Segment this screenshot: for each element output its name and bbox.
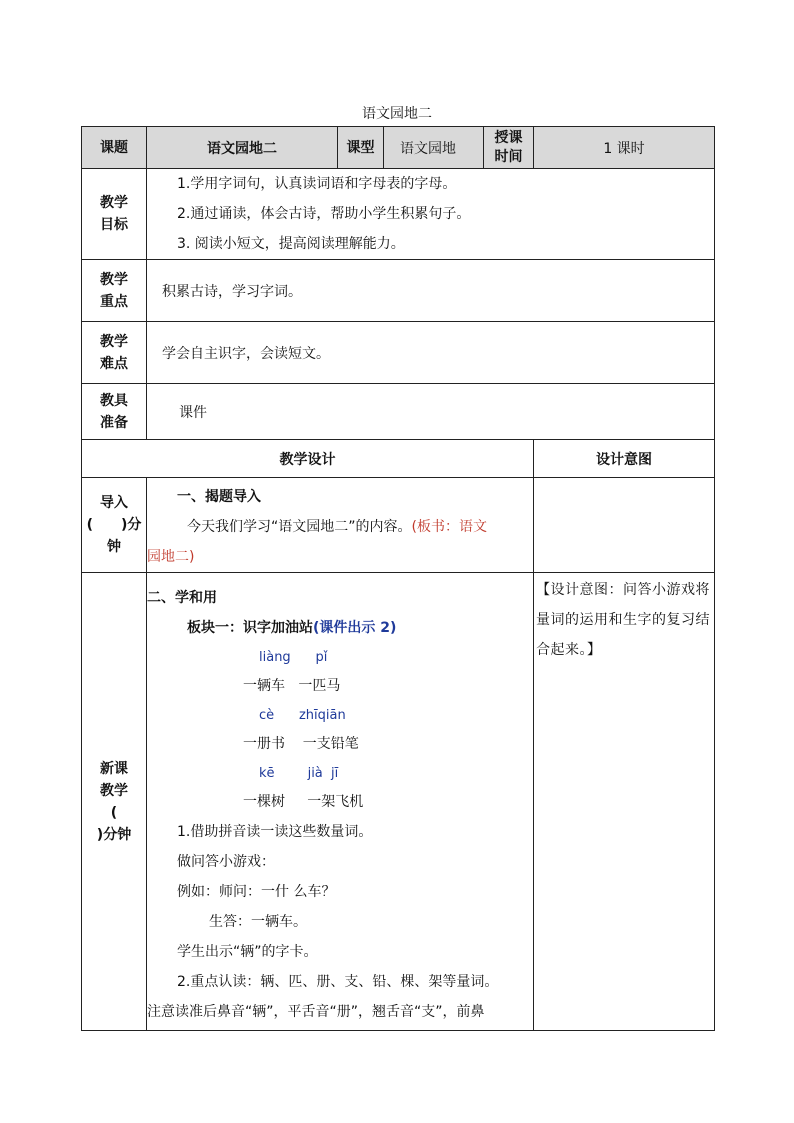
design-heading-row (82, 440, 715, 478)
difficulties-label-line-2: 难点 (100, 355, 128, 372)
time-label-line-1: 授课 (494, 129, 523, 146)
intro-text-main: 今天我们学习“语文园地二”的内容。 (187, 519, 412, 535)
intro-text (147, 512, 533, 542)
intro-board-note-cont: 园地二) (147, 549, 195, 565)
design-intent-text: 【设计意图：问答小游戏将量词的运用和生字的复习结合起来。】 (536, 582, 710, 658)
pronunciation-note: 注意读准后鼻音“辆”，平舌音“册”，翘舌音“支”，前鼻 (147, 1004, 485, 1020)
words-row: 一辆车 一匹马 (243, 678, 341, 694)
intro-label-line-3: 钟 (107, 539, 121, 555)
lesson-plan-table (81, 126, 715, 1031)
new-lesson-label-line-3: ( (110, 804, 118, 821)
pinyin-row: cè zhīqiān (259, 708, 346, 723)
goals-label-line-1: 教学 (100, 195, 128, 211)
difficulties-label (82, 322, 147, 384)
new-lesson-label-line-2: 教学 (100, 782, 128, 799)
block-title-note: (课件出示 2) (313, 620, 397, 636)
new-lesson-label-line-1: 新课 (100, 760, 128, 777)
topic-label: 课题 (82, 127, 147, 169)
materials-label-line-1: 教具 (100, 392, 128, 409)
words-row: 一册书 一支铅笔 (243, 736, 359, 752)
difficulties-label-line-1: 教学 (100, 333, 128, 350)
block-title-text: 板块一：识字加油站 (187, 620, 313, 636)
goals-content (147, 169, 715, 260)
intro-content (147, 478, 534, 573)
new-lesson-content (147, 573, 534, 1031)
intro-intent (534, 478, 715, 573)
pinyin-row: liàng pǐ (259, 650, 328, 665)
example-answer: 生答：一辆车。 (209, 914, 307, 930)
time-label (484, 127, 534, 169)
section-heading: 二、学和用 (147, 590, 217, 606)
new-lesson-label-line-4: )分钟 (96, 826, 132, 843)
intro-label-line-1: 导入 (100, 495, 128, 511)
words-row: 一棵树 一架飞机 (243, 794, 364, 810)
new-lesson-row (82, 573, 715, 1031)
header-row (82, 127, 715, 169)
time-label-line-2: 时间 (494, 148, 523, 165)
materials-text: 课件 (147, 384, 715, 440)
type-value: 语文园地 (384, 127, 484, 169)
intro-board-note: (板书：语文 (411, 519, 487, 535)
materials-row (82, 384, 715, 440)
key-points-label (82, 260, 147, 322)
goals-label (82, 169, 147, 260)
new-lesson-label (82, 573, 147, 1031)
key-points-label-line-2: 重点 (100, 293, 128, 310)
type-label: 课型 (338, 127, 384, 169)
key-points-row (82, 260, 715, 322)
topic-value: 语文园地二 (147, 127, 338, 169)
goals-label-line-2: 目标 (100, 217, 128, 233)
example-question: 例如：师问：一什 么车？ (177, 884, 336, 900)
goal-item: 3. 阅读小短文，提高阅读理解能力。 (177, 236, 405, 252)
materials-label (82, 384, 147, 440)
intent-heading: 设计意图 (534, 440, 715, 478)
design-heading: 教学设计 (82, 440, 534, 478)
intro-row (82, 478, 715, 573)
key-points-text: 积累古诗，学习字词。 (147, 260, 715, 322)
intro-heading: 一、揭题导入 (177, 489, 261, 505)
pinyin-row: kē jià jī (259, 766, 339, 781)
difficulties-text: 学会自主识字，会读短文。 (147, 322, 715, 384)
materials-label-line-2: 准备 (100, 414, 128, 431)
time-value: 1 课时 (534, 127, 715, 169)
document-title: 语文园地二 (362, 106, 432, 122)
intro-label (82, 478, 147, 573)
step-1: 1.借助拼音读一读这些数量词。 (177, 824, 373, 840)
key-points-label-line-1: 教学 (100, 271, 128, 288)
new-lesson-intent (534, 573, 715, 1031)
game-title: 做问答小游戏： (177, 854, 275, 870)
goal-item: 1.学用字词句，认真读词语和字母表的字母。 (177, 176, 457, 192)
goals-row (82, 169, 715, 260)
goal-item: 2.通过诵读，体会古诗，帮助小学生积累句子。 (177, 206, 471, 222)
card-text: 学生出示“辆”的字卡。 (177, 944, 318, 960)
intro-label-line-2: ( )分 (86, 517, 142, 533)
step-2: 2.重点认读：辆、匹、册、支、铅、棵、架等量词。 (177, 974, 499, 990)
block-title (147, 613, 533, 643)
difficulties-row (82, 322, 715, 384)
